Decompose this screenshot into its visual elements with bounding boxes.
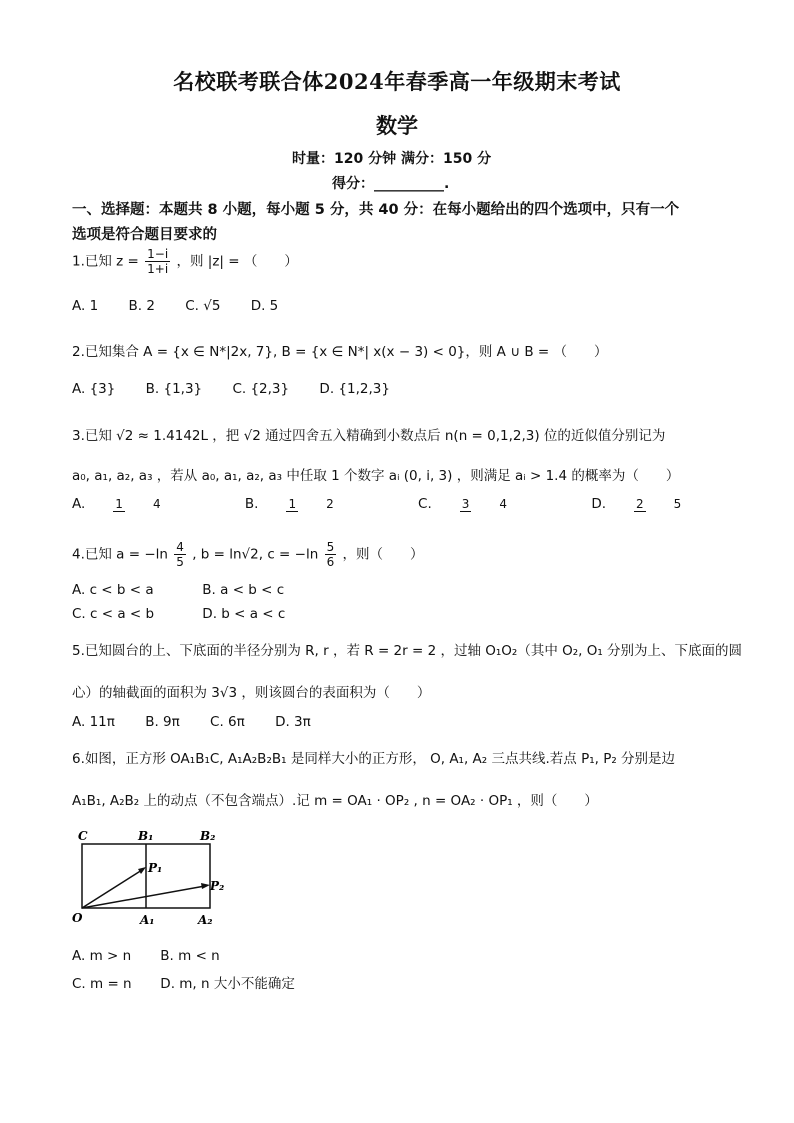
- q4-f1-num: 4: [176, 540, 184, 554]
- q2-option-c[interactable]: C. {2,3}: [232, 381, 290, 397]
- q3-c-num: 3: [461, 496, 470, 511]
- vector-op1-arrowhead: [138, 867, 146, 874]
- q4-f1-den: 5: [176, 555, 184, 569]
- q5-option-c[interactable]: C. 6π: [210, 714, 245, 730]
- question-6-line2: A₁B₁, A₂B₂ 上的动点（不包含端点）.记 m = OA₁ · OP₂ , n = OA₂ · OP₁ ，则（ ）: [72, 793, 598, 809]
- q1-suffix: ，则 |z| = （ ）: [176, 253, 298, 270]
- q4-f2-den: 6: [326, 555, 335, 569]
- score-blank: __________.: [374, 176, 450, 192]
- question-3-line2: a₀, a₁, a₂, a₃ ，若从 a₀, a₁, a₂, a₃ 中任取 1 个数字 aᵢ (0, i, 3) ，则满足 aᵢ > 1.4 的概率为（ ）: [72, 468, 680, 484]
- q1-option-b[interactable]: B. 2: [128, 298, 155, 314]
- q4-part1: 4.已知 a = −ln: [72, 546, 168, 563]
- q3-option-c-frac: [460, 497, 535, 512]
- q1-option-c[interactable]: C. √5: [185, 298, 221, 314]
- label-p1: P₁: [148, 861, 163, 875]
- q3-option-a-label: A.: [72, 496, 86, 512]
- q3-option-d-frac: [634, 497, 709, 512]
- score-label-text: 得分：: [332, 176, 374, 192]
- q4-fraction-2: [325, 540, 337, 569]
- q3-option-b-label: B.: [244, 496, 259, 512]
- q3-a-den: 4: [152, 496, 161, 511]
- q4-part2: , b = ln√2, c = −ln: [192, 546, 319, 563]
- q3-d-num: 2: [636, 496, 644, 511]
- score-label: [332, 173, 449, 193]
- section-heading-line1: 一、选择题：本题共 8 小题，每小题 5 分，共 40 分：在每小题给出的四个选项中，只有一个: [72, 202, 680, 218]
- question-2: 2.已知集合 A = {x ∈ N*|2x, 7}, B = {x ∈ N*| x(x − 3) < 0}，则 A ∪ B = （ ）: [72, 344, 608, 360]
- q4-fraction-1: [174, 540, 186, 569]
- subject-title: 数学: [376, 113, 418, 138]
- q4-option-d[interactable]: D. b < a < c: [202, 606, 286, 622]
- label-a2: A₂: [198, 913, 213, 927]
- q2-option-d[interactable]: D. {1,2,3}: [319, 381, 390, 397]
- q5-option-d[interactable]: D. 3π: [275, 714, 311, 730]
- question-6-line1: 6.如图，正方形 OA₁B₁C, A₁A₂B₂B₁ 是同样大小的正方形， O, A₁, A₂ 三点共线.若点 P₁, P₂ 分别是边: [72, 751, 676, 767]
- q1-frac-num: 1−i: [147, 247, 169, 261]
- q2-options: [72, 381, 416, 397]
- q1-option-a[interactable]: A. 1: [72, 298, 99, 314]
- q4-option-a[interactable]: A. c < b < a: [72, 582, 154, 598]
- q6-options-row1: [72, 948, 246, 964]
- question-4: [72, 540, 424, 569]
- label-a1: A₁: [140, 913, 155, 927]
- q4-options-row1: [72, 582, 310, 598]
- q3-option-d[interactable]: [591, 496, 735, 512]
- label-b1: B₁: [138, 829, 154, 843]
- q6-figure: [70, 824, 230, 930]
- q2-option-b[interactable]: B. {1,3}: [145, 381, 203, 397]
- q3-option-a[interactable]: [72, 496, 215, 512]
- question-3-line1: 3.已知 √2 ≈ 1.4142L ，把 √2 通过四舍五入精确到小数点后 n(n = 0,1,2,3) 位的近似值分别记为: [72, 428, 666, 444]
- label-p2: P₂: [210, 879, 225, 893]
- q3-option-c-label: C.: [418, 496, 432, 512]
- q1-option-d[interactable]: D. 5: [250, 298, 279, 314]
- q6-options-row2: [72, 972, 321, 992]
- question-5-line2: 心）的轴截面的面积为 3√3 ，则该圆台的表面积为（ ）: [72, 685, 431, 701]
- label-o: O: [72, 911, 83, 925]
- q6-option-d[interactable]: D. m, n 大小不能确定: [160, 976, 295, 992]
- q3-option-b[interactable]: [245, 496, 388, 512]
- q1-fraction: [145, 247, 170, 276]
- q5-options: [72, 714, 337, 730]
- q3-options: [72, 496, 761, 512]
- exam-title: 名校联考联合体2024年春季高一年级期末考试: [173, 69, 621, 94]
- q3-d-den: 5: [673, 496, 682, 511]
- question-1: [72, 247, 298, 276]
- q6-option-c[interactable]: C. m = n: [72, 976, 132, 992]
- section-heading-line2: 选项是符合题目要求的: [72, 227, 217, 243]
- label-b2: B₂: [200, 829, 216, 843]
- q1-frac-den: 1+i: [147, 262, 169, 276]
- q3-option-a-frac: [113, 497, 188, 512]
- q3-b-den: 2: [326, 496, 334, 511]
- time-info: 时量：120 分钟 满分：150 分: [292, 151, 492, 167]
- q1-options: [72, 298, 304, 314]
- q4-f2-num: 5: [326, 540, 335, 554]
- q3-option-d-label: D.: [591, 496, 606, 512]
- q3-a-num: 1: [115, 496, 123, 511]
- q3-c-den: 4: [499, 496, 508, 511]
- q3-option-b-frac: [286, 497, 361, 512]
- question-5-line1: 5.已知圆台的上、下底面的半径分别为 R, r ，若 R = 2r = 2 ，过轴 O₁O₂（其中 O₂, O₁ 分别为上、下底面的圆: [72, 643, 743, 659]
- label-c: C: [78, 829, 88, 843]
- q5-option-b[interactable]: B. 9π: [145, 714, 180, 730]
- q4-options-row2: [72, 606, 311, 622]
- q4-option-b[interactable]: B. a < b < c: [202, 582, 285, 598]
- q3-option-c[interactable]: [418, 496, 561, 512]
- q4-option-c[interactable]: C. c < a < b: [72, 606, 155, 622]
- vector-op2-arrowhead: [201, 883, 210, 889]
- q2-option-a[interactable]: A. {3}: [72, 381, 116, 397]
- q6-option-a[interactable]: A. m > n: [72, 948, 132, 964]
- q5-option-a[interactable]: A. 11π: [72, 714, 115, 730]
- q6-option-b[interactable]: B. m < n: [160, 948, 220, 964]
- q3-b-num: 1: [288, 496, 297, 511]
- q1-prefix: 1.已知 z =: [72, 253, 139, 270]
- q4-part3: ，则（ ）: [342, 546, 424, 563]
